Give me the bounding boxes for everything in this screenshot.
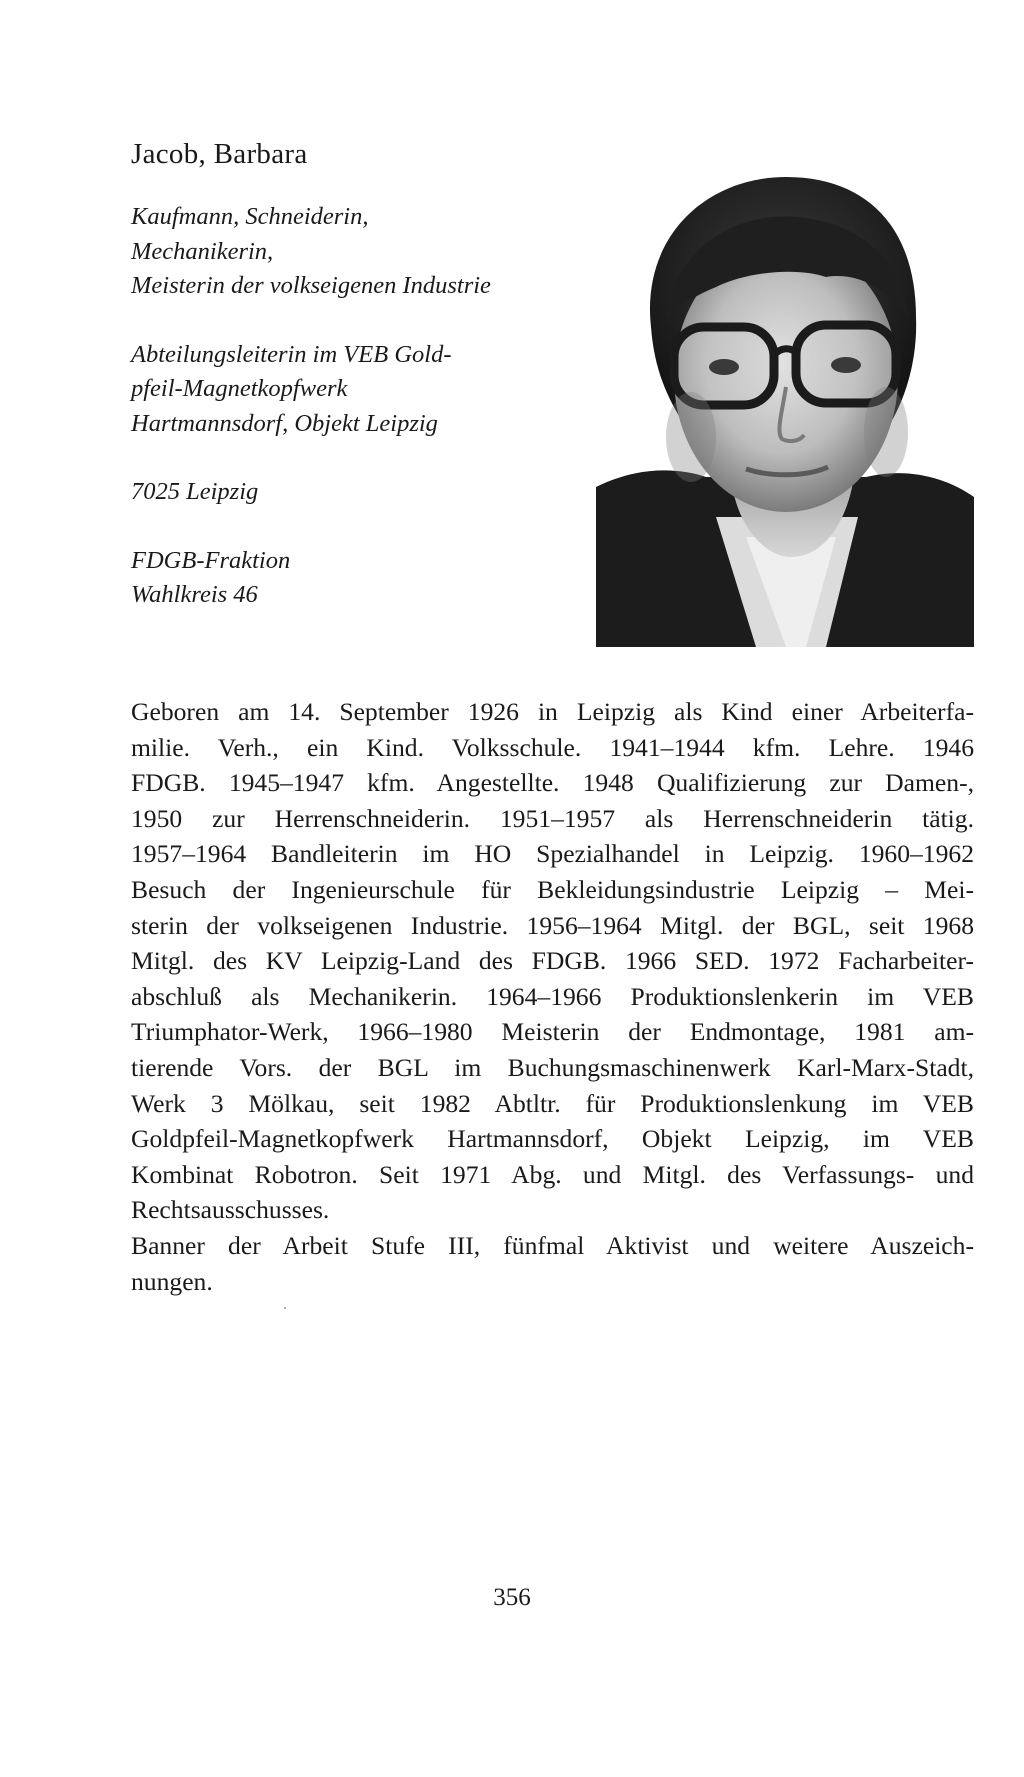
biography-line: Mitgl. des KV Leipzig-Land des FDGB. 1966 SED. 1972 Facharbeiter-	[131, 946, 974, 976]
biography-line: Geboren am 14. September 1926 in Leipzig als Kind einer Arbeiterfa-	[131, 697, 974, 726]
position-line: Hartmannsdorf, Objekt Leipzig	[131, 409, 438, 437]
profession-line: Kaufmann, Schneiderin,	[131, 203, 369, 230]
biography-line: Triumphator-Werk, 1966–1980 Meisterin der Endmontage, 1981 am-	[131, 1017, 974, 1047]
biography-line: Rechtsausschusses.	[131, 1195, 330, 1225]
biography-line: milie. Verh., ein Kind. Volksschule. 1941–1944 kfm. Lehre. 1946	[131, 732, 974, 762]
portrait-photo	[596, 177, 974, 647]
parliamentary-info	[131, 544, 571, 613]
biography-line: Goldpfeil-Magnetkopfwerk Hartmannsdorf, Objekt Leipzig, im VEB	[131, 1124, 974, 1154]
residence	[131, 475, 571, 510]
biography-line: 1957–1964 Bandleiterin im HO Spezialhandel in Leipzig. 1960–1962	[131, 839, 974, 869]
biography-line: FDGB. 1945–1947 kfm. Angestellte. 1948 Qualifizierung zur Damen-,	[131, 768, 974, 798]
biography-line: 1950 zur Herrenschneiderin. 1951–1957 als Herrenschneiderin tätig.	[131, 803, 974, 833]
awards-line: Banner der Arbeit Stufe III, fünfmal Aktivist und weitere Auszeich-	[131, 1230, 974, 1260]
awards-line: nungen.	[131, 1266, 213, 1296]
biography-line: tierende Vors. der BGL im Buchungsmaschinenwerk Karl-Marx-Stadt,	[131, 1052, 974, 1082]
portrait-photo-icon	[596, 177, 974, 647]
residence-line: 7025 Leipzig	[131, 478, 259, 505]
profession-line: Mechanikerin,	[131, 237, 274, 265]
biography-line: Besuch der Ingenieurschule für Bekleidungsindustrie Leipzig – Mei-	[131, 874, 974, 904]
page-number: 356	[493, 1584, 531, 1611]
biography	[131, 694, 974, 1299]
person-name: Jacob, Barbara	[131, 138, 308, 170]
professions	[131, 200, 571, 304]
position-line: Abteilungsleiterin im VEB Gold-	[131, 340, 452, 368]
position-line: pfeil-Magnetkopfwerk	[131, 375, 348, 402]
faction-line: FDGB-Fraktion	[131, 546, 291, 574]
biography-line: Kombinat Robotron. Seit 1971 Abg. und Mitgl. des Verfassungs- und	[131, 1159, 974, 1189]
biography-line: Werk 3 Mölkau, seit 1982 Abtltr. für Produktionslenkung im VEB	[131, 1088, 974, 1118]
profession-line: Meisterin der volkseigenen Industrie	[131, 272, 491, 299]
person-info	[131, 200, 571, 613]
biography-line: abschluß als Mechanikerin. 1964–1966 Produktionslenkerin im VEB	[131, 981, 974, 1011]
biography-line: sterin der volkseigenen Industrie. 1956–1964 Mitgl. der BGL, seit 1968	[131, 910, 974, 940]
print-speck	[284, 1307, 286, 1309]
current-position	[131, 338, 571, 442]
constituency-line: Wahlkreis 46	[131, 581, 258, 608]
